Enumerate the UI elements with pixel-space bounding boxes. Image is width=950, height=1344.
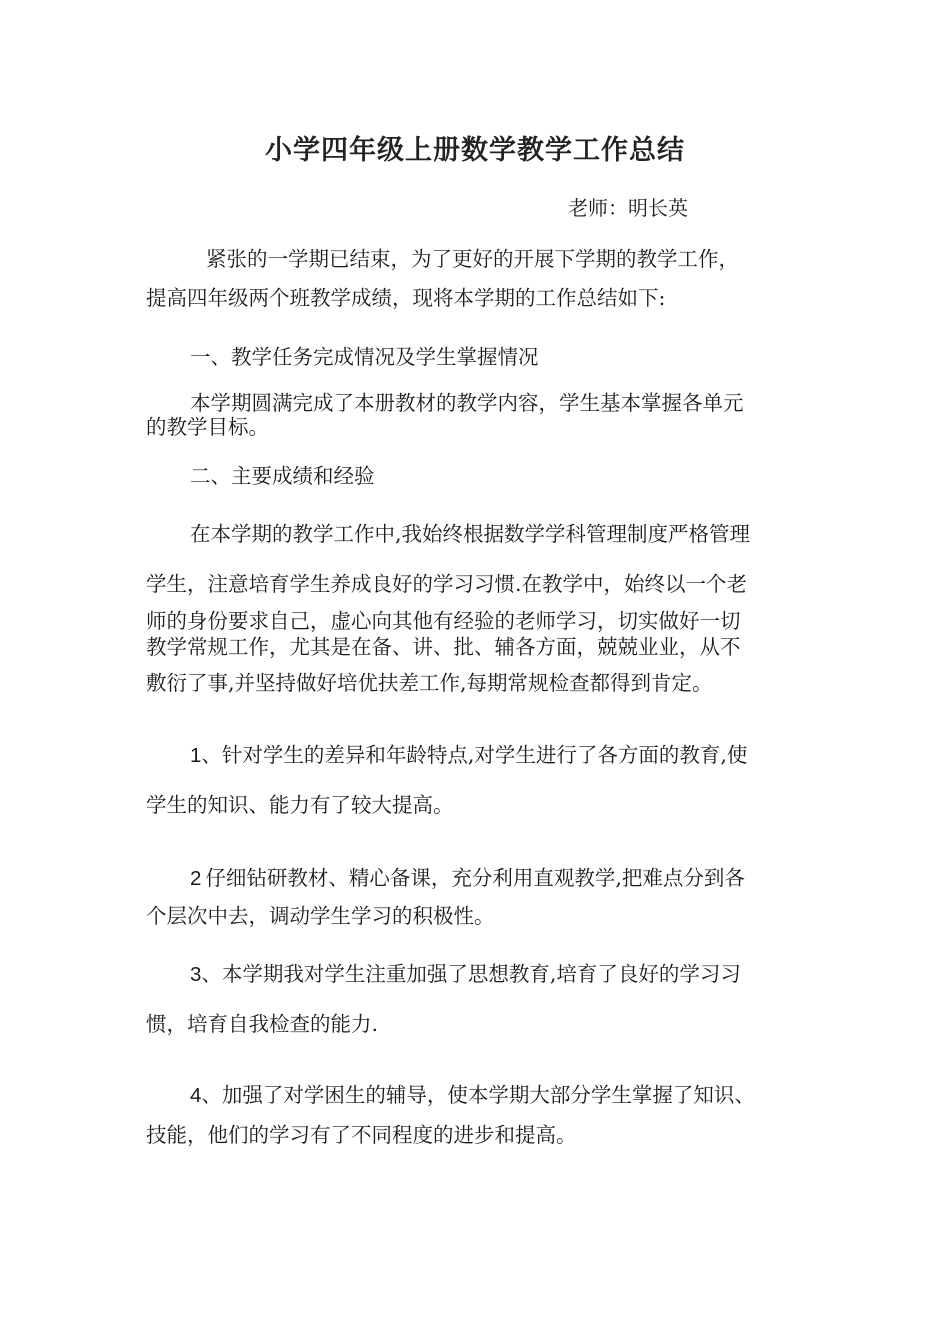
list-item-3-line-2: 惯，培育自我检查的能力. bbox=[146, 1012, 379, 1036]
list-item-4-text: 、加强了对学困生的辅导，使本学期大部分学生掌握了知识、 bbox=[201, 1083, 755, 1107]
paragraph-1-line-1: 本学期圆满完成了本册教材的教学内容，学生基本掌握各单元 bbox=[190, 391, 744, 415]
list-item-3-text: 、本学期我对学生注重加强了思想教育,培育了良好的学习习 bbox=[201, 962, 741, 986]
paragraph-2-line-1: 在本学期的教学工作中,我始终根据数学学科管理制度严格管理 bbox=[190, 522, 751, 546]
section-heading-1: 一、教学任务完成情况及学生掌握情况 bbox=[190, 345, 539, 369]
list-item-4-line-2: 技能，他们的学习有了不同程度的进步和提高。 bbox=[146, 1123, 577, 1147]
paragraph-2-line-4: 教学常规工作，尤其是在备、讲、批、辅各方面，兢兢业业，从不 bbox=[146, 635, 741, 659]
list-item-4-line-1 bbox=[190, 1082, 755, 1109]
list-item-2-text: 仔细钻研教材、精心备课，充分利用直观教学,把难点分到各 bbox=[205, 866, 745, 890]
list-item-1-line-2: 学生的知识、能力有了较大提高。 bbox=[146, 793, 454, 817]
list-item-2-number: 2 bbox=[190, 867, 202, 890]
author-line: 老师：明长英 bbox=[568, 196, 688, 220]
paragraph-1-line-2: 的教学目标。 bbox=[146, 415, 269, 439]
list-item-3-number: 3 bbox=[190, 963, 202, 986]
intro-line-1: 紧张的一学期已结束，为了更好的开展下学期的教学工作， bbox=[206, 247, 739, 271]
list-item-1-number: 1 bbox=[190, 744, 202, 767]
list-item-2-line-1 bbox=[190, 865, 745, 892]
document-title: 小学四年级上册数学教学工作总结 bbox=[265, 135, 685, 166]
list-item-1-text: 、针对学生的差异和年龄特点,对学生进行了各方面的教育,使 bbox=[201, 743, 748, 767]
paragraph-2-line-2: 学生，注意培育学生养成良好的学习习惯.在教学中，始终以一个老 bbox=[146, 572, 748, 596]
list-item-3-line-1 bbox=[190, 961, 741, 988]
intro-line-2: 提高四年级两个班教学成绩，现将本学期的工作总结如下: bbox=[146, 286, 666, 310]
paragraph-2-line-3: 师的身份要求自己，虚心向其他有经验的老师学习，切实做好一切 bbox=[146, 609, 741, 633]
list-item-1-line-1 bbox=[190, 742, 747, 769]
list-item-4-number: 4 bbox=[190, 1084, 202, 1107]
paragraph-2-line-5: 敷衍了事,并坚持做好培优扶差工作,每期常规检查都得到肯定。 bbox=[146, 671, 713, 695]
list-item-2-line-2: 个层次中去，调动学生学习的积极性。 bbox=[146, 904, 495, 928]
section-heading-2: 二、主要成绩和经验 bbox=[190, 464, 375, 488]
